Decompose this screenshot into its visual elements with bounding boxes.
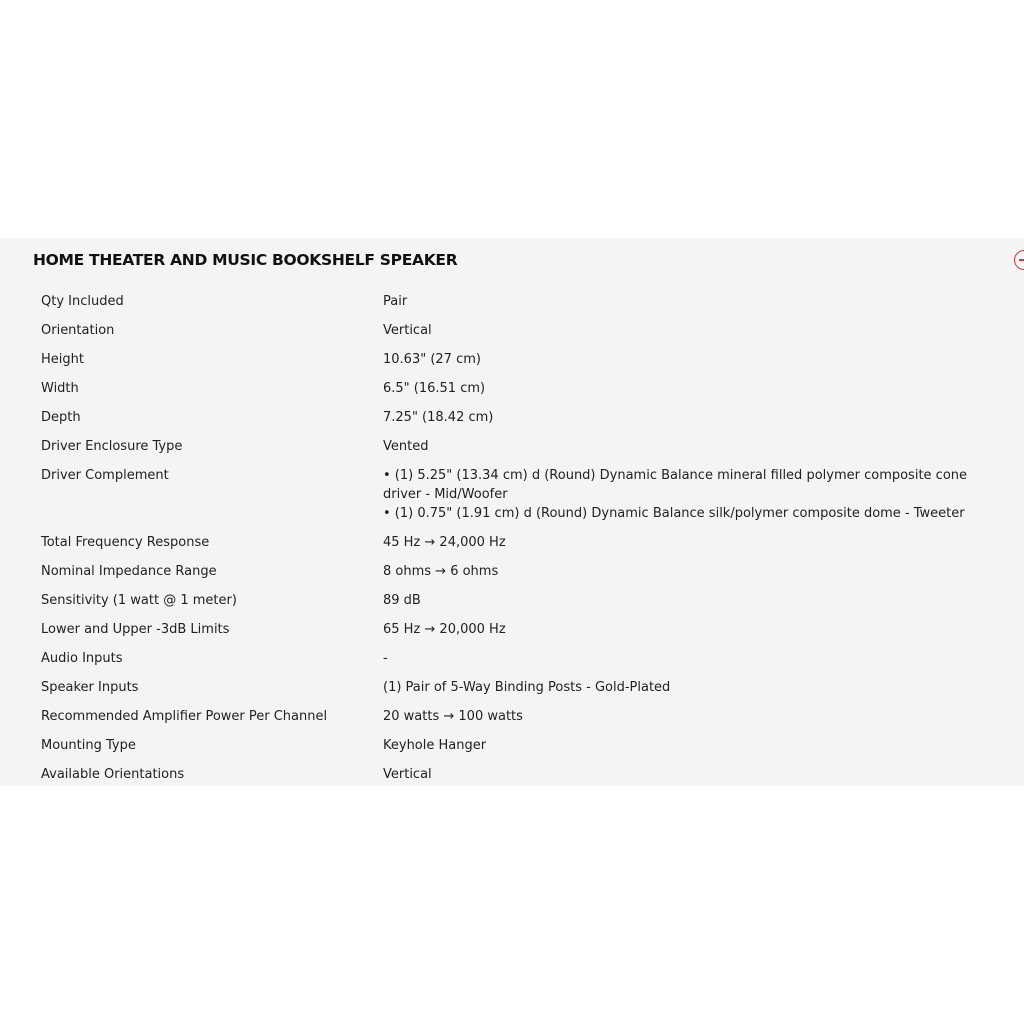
spec-row-qty-included	[41, 292, 1001, 321]
spec-value: Vertical	[383, 323, 432, 338]
spec-label: Mounting Type	[41, 738, 136, 753]
spec-value: Keyhole Hanger	[383, 738, 487, 753]
spec-label: Available Orientations	[41, 767, 185, 782]
spec-row-height	[41, 350, 1001, 379]
spec-value: 65 Hz → 20,000 Hz	[383, 622, 506, 637]
spec-value: Vertical	[383, 767, 432, 782]
spec-label: Nominal Impedance Range	[41, 564, 217, 579]
spec-row-speaker-inputs	[41, 678, 1001, 707]
spec-value: Vented	[383, 439, 429, 454]
spec-label: Total Frequency Response	[41, 535, 210, 550]
spec-label: Recommended Amplifier Power Per Channel	[41, 709, 328, 724]
spec-row-mounting-type	[41, 736, 1001, 765]
spec-value: 45 Hz → 24,000 Hz	[383, 535, 506, 550]
spec-row-driver-complement	[41, 466, 1001, 533]
spec-row-total-frequency-response	[41, 533, 1001, 562]
spec-value: Pair	[383, 294, 408, 309]
spec-value: 7.25" (18.42 cm)	[383, 410, 494, 425]
spec-label: Orientation	[41, 323, 115, 338]
section-title: HOME THEATER AND MUSIC BOOKSHELF SPEAKER	[33, 251, 458, 269]
spec-label: Speaker Inputs	[41, 680, 139, 695]
spec-row-driver-enclosure-type	[41, 437, 1001, 466]
spec-value: (1) Pair of 5-Way Binding Posts - Gold-Plated	[383, 680, 671, 695]
spec-label: Height	[41, 352, 84, 367]
spec-value: 20 watts → 100 watts	[383, 709, 523, 724]
spec-row-audio-inputs	[41, 649, 1001, 678]
driver-line: • (1) 0.75" (1.91 cm) d (Round) Dynamic Balance silk/polymer composite dome - Tweeter	[383, 506, 965, 521]
spec-row-amplifier-power	[41, 707, 1001, 736]
spec-label: Driver Complement	[41, 468, 169, 483]
spec-value: 89 dB	[383, 593, 421, 608]
spec-label: Audio Inputs	[41, 651, 123, 666]
spec-value: 8 ohms → 6 ohms	[383, 564, 499, 579]
spec-value: 6.5" (16.51 cm)	[383, 381, 486, 396]
spec-label: Width	[41, 381, 79, 396]
spec-table	[41, 292, 1001, 794]
spec-label: Sensitivity (1 watt @ 1 meter)	[41, 593, 237, 608]
spec-row-sensitivity	[41, 591, 1001, 620]
spec-row-orientation	[41, 321, 1001, 350]
spec-value: 10.63" (27 cm)	[383, 352, 481, 367]
spec-value: -	[383, 651, 388, 666]
spec-label: Driver Enclosure Type	[41, 439, 183, 454]
spec-row-available-orientations	[41, 765, 1001, 794]
driver-line: • (1) 5.25" (13.34 cm) d (Round) Dynamic Balance mineral filled polymer composite cone driver - Mid/Woofer	[383, 468, 968, 502]
spec-label: Lower and Upper -3dB Limits	[41, 622, 230, 637]
spec-row-width	[41, 379, 1001, 408]
spec-label: Qty Included	[41, 294, 124, 309]
spec-row-3db-limits	[41, 620, 1001, 649]
spec-value-list	[383, 466, 995, 523]
spec-row-depth	[41, 408, 1001, 437]
spec-row-nominal-impedance-range	[41, 562, 1001, 591]
spec-label: Depth	[41, 410, 81, 425]
